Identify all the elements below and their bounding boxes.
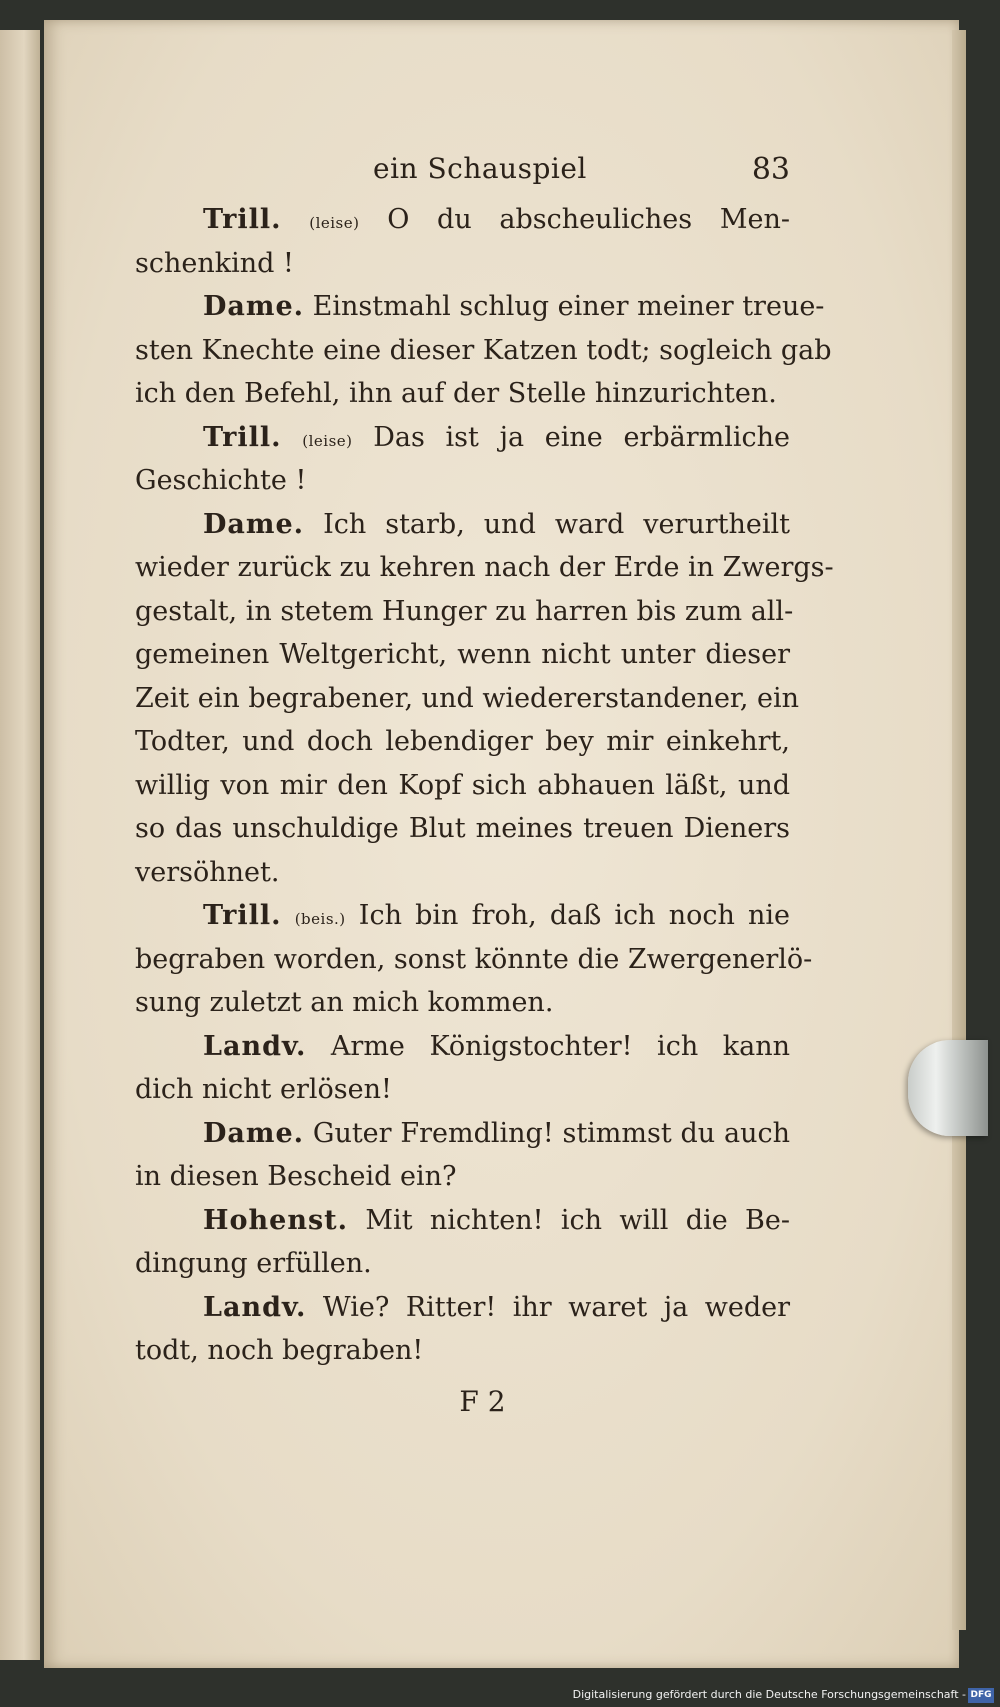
line-text: Zeit ein begrabener, und wiedererstandener, ein: [135, 682, 800, 714]
dfg-logo: DFG: [968, 1688, 994, 1703]
speaker-name: Dame.: [203, 508, 305, 540]
text-line: [135, 1112, 790, 1156]
line-text: willig von mir den Kopf sich abhauen läßt, und: [135, 769, 790, 801]
stage-direction: (leise): [302, 431, 353, 450]
line-text: in diesen Bescheid ein?: [135, 1161, 457, 1192]
text-line: [135, 459, 790, 503]
line-text: ich den Befehl, ihn auf der Stelle hinzurichten.: [135, 378, 777, 409]
page-number: 83: [751, 152, 790, 187]
speaker-name: Trill.: [203, 421, 282, 453]
line-text: dingung erfüllen.: [135, 1248, 372, 1279]
speaker-name: Hohenst.: [203, 1204, 349, 1236]
signature-mark: F 2: [459, 1384, 506, 1418]
text-line: [135, 633, 790, 677]
text-line: [135, 546, 834, 590]
text-line: [135, 807, 790, 851]
speaker-name: Dame.: [203, 291, 305, 322]
text-line: [135, 894, 790, 938]
line-text: dich nicht erlösen!: [135, 1074, 392, 1105]
digitization-credit: Digitalisierung gefördert durch die Deutsche Forschungsgemeinschaft -: [572, 1688, 966, 1701]
line-text: sten Knechte eine dieser Katzen todt; sogleich gab: [135, 334, 832, 366]
text-line: [135, 1242, 790, 1286]
line-text: so das unschuldige Blut meines treuen Dieners: [135, 813, 790, 844]
line-text: Geschichte !: [135, 465, 307, 496]
text-line: [135, 1155, 790, 1199]
line-text: Das ist ja eine erbärmliche: [373, 421, 790, 453]
page-clip: [908, 1040, 988, 1136]
line-text: gemeinen Weltgericht, wenn nicht unter dieser: [135, 639, 790, 670]
text-line: [135, 1199, 790, 1243]
line-text: Einstmahl schlug einer meiner treue-: [312, 291, 825, 322]
line-text: sung zuletzt an mich kommen.: [135, 987, 554, 1018]
text-line: [135, 981, 790, 1025]
line-text: Ich bin froh, daß ich noch nie: [358, 900, 790, 931]
left-page-edge: [0, 30, 40, 1660]
speaker-name: Trill.: [203, 900, 282, 931]
line-text: Ich starb, und ward verurtheilt: [323, 508, 790, 540]
stage-direction: (beis.): [294, 910, 346, 928]
text-line: [135, 416, 790, 460]
line-text: Wie? Ritter! ihr waret ja weder: [322, 1291, 790, 1323]
page-text-block: [135, 140, 834, 1418]
text-line: [135, 503, 790, 547]
speaker-name: Landv.: [203, 1030, 307, 1062]
text-line: [135, 242, 790, 286]
line-text: begraben worden, sonst könnte die Zwergenerlö-: [135, 943, 813, 975]
text-line: [135, 851, 790, 895]
speaker-name: Dame.: [203, 1117, 305, 1149]
text-line: [135, 1068, 790, 1112]
text-line: [135, 1025, 790, 1069]
text-line: [135, 938, 813, 982]
line-text: todt, noch begraben!: [135, 1335, 424, 1366]
footer-bar: [0, 1686, 1000, 1707]
text-line: [135, 1286, 790, 1330]
line-text: Todter, und doch lebendiger bey mir einkehrt,: [135, 726, 790, 757]
line-text: Mit nichten! ich will die Be-: [365, 1204, 790, 1236]
text-line: [135, 329, 832, 373]
speaker-name: Landv.: [203, 1291, 307, 1323]
text-line: [135, 720, 790, 764]
text-line: [135, 764, 790, 808]
line-text: versöhnet.: [135, 856, 280, 888]
text-line: [135, 372, 790, 416]
text-line: [135, 590, 794, 634]
text-line: [135, 198, 790, 242]
line-text: schenkind !: [135, 247, 294, 279]
page-header: [135, 140, 790, 198]
line-text: O du abscheuliches Men-: [387, 204, 790, 235]
line-text: Guter Fremdling! stimmst du auch: [312, 1117, 790, 1149]
line-text: Arme Königstochter! ich kann: [330, 1030, 790, 1062]
stage-direction: (leise): [309, 214, 360, 232]
line-text: gestalt, in stetem Hunger zu harren bis zum all-: [135, 595, 794, 627]
line-text: wieder zurück zu kehren nach der Erde in Zwergs-: [135, 552, 834, 583]
text-line: [135, 285, 825, 329]
text-lines: [135, 198, 834, 1373]
text-line: [135, 1329, 790, 1373]
text-line: [135, 677, 800, 721]
speaker-name: Trill.: [203, 204, 282, 235]
right-page-edge: [952, 30, 966, 1630]
running-title: ein Schauspiel: [373, 152, 587, 185]
